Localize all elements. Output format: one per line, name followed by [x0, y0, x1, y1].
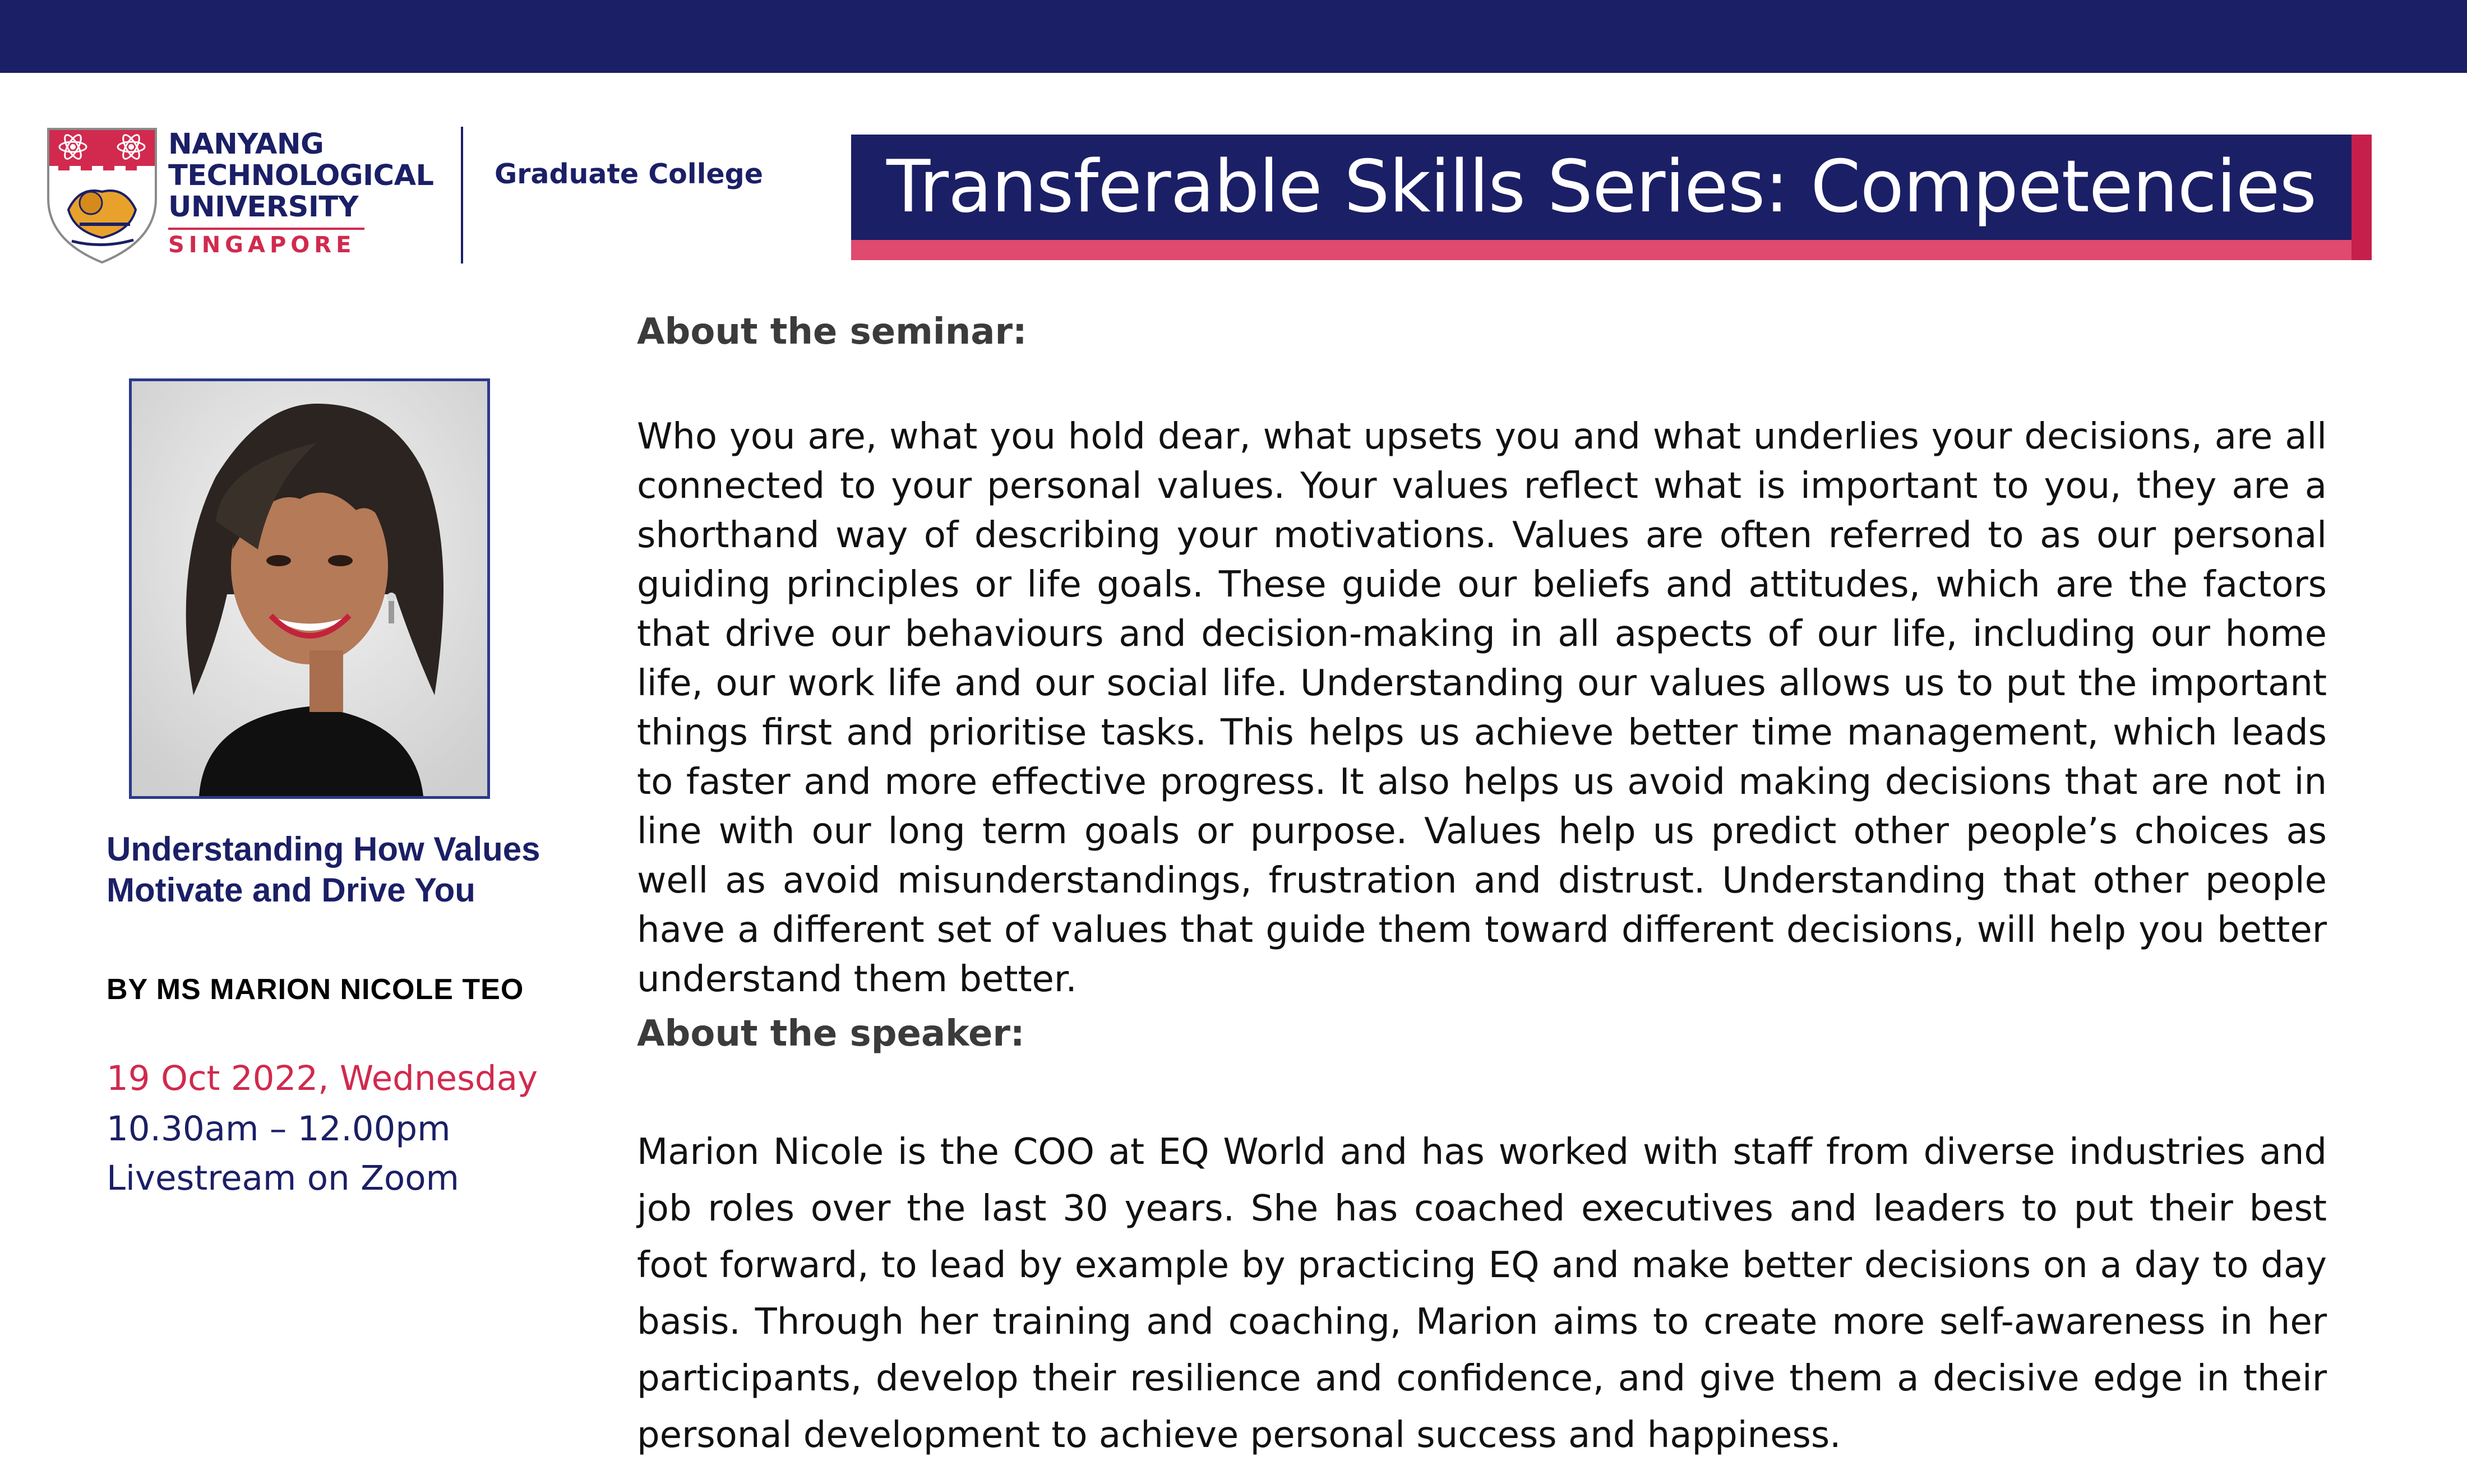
speaker-byline: BY MS MARION NICOLE TEO	[107, 973, 524, 1006]
banner-edge	[2351, 135, 2372, 260]
banner-shadow	[851, 238, 2372, 260]
university-name-line: TECHNOLOGICAL	[168, 159, 434, 192]
event-venue: Livestream on Zoom	[107, 1158, 459, 1198]
ntu-crest-icon	[46, 126, 158, 265]
about-speaker-heading: About the speaker:	[637, 1013, 1025, 1055]
college-name: Graduate College	[495, 158, 763, 190]
university-name-line: UNIVERSITY	[168, 191, 359, 224]
speaker-portrait-image	[132, 381, 487, 796]
top-bar	[0, 0, 2467, 73]
about-seminar-heading: About the seminar:	[637, 311, 1027, 353]
university-name-line: NANYANG	[168, 128, 324, 161]
seminar-title: Understanding How Values Motivate and Drive You	[107, 830, 540, 909]
university-logo	[46, 124, 763, 265]
series-banner	[851, 135, 2372, 260]
university-name	[168, 129, 493, 258]
logo-divider	[461, 127, 463, 263]
event-date: 19 Oct 2022, Wednesday	[107, 1058, 538, 1098]
event-time: 10.30am – 12.00pm	[107, 1109, 451, 1149]
about-seminar-text: Who you are, what you hold dear, what upsets you and what underlies your decisions, are all connected to your personal values. Your values reflect what is important to you, they are a shorthand way of describing your motivations. Values are often referred to as our personal guiding principles or life goals. These guide our beliefs and attitudes, which are the factors that drive our behaviours and decision-making in all aspects of our life, including our home life, our work life and our social life. Understanding our values allows us to put the important things first and prioritise tasks. This helps us achieve better time management, which leads to faster and more effective progress. It also helps us avoid making decisions that are not in line with our long term goals or purpose. Values help us predict other people’s choices as well as avoid misunderstandings, frustration and distrust. Understanding that other people have a different set of values that guide them toward different decisions, will help you better understand them better.	[637, 416, 2327, 1000]
about-speaker-text: Marion Nicole is the COO at EQ World and has worked with staff from diverse industries and job roles over the last 30 years. She has coached executives and leaders to put their best foot forward, to lead by example by practicing EQ and make better decisions on a day to day basis. Through her training and coaching, Marion aims to create more self-awareness in her participants, develop their resilience and confidence, and give them a decisive edge in their personal development to achieve personal success and happiness.	[637, 1131, 2327, 1456]
university-country: SINGAPORE	[168, 228, 364, 258]
series-title: Transferable Skills Series: Competencies	[886, 145, 2317, 229]
speaker-portrait	[129, 378, 490, 799]
